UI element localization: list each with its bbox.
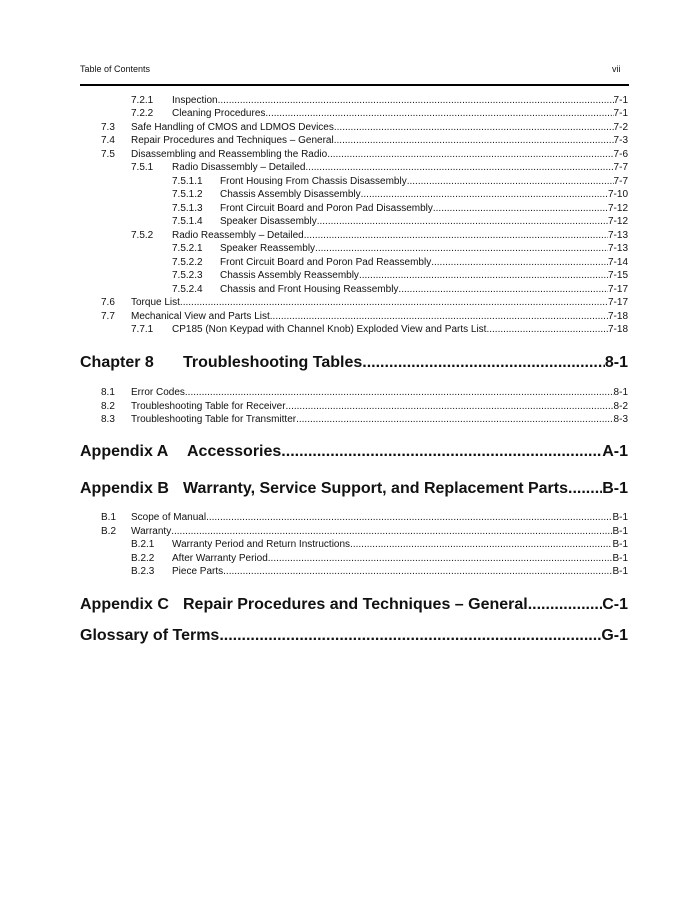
toc-entry-page: 7-17	[607, 284, 628, 295]
toc-entry-title: Chassis Assembly Disassembly	[220, 189, 361, 200]
toc-entry-page: 7-14	[607, 257, 628, 268]
toc-entry-number: 8.3	[101, 414, 115, 425]
toc-appendix-a[interactable]	[80, 441, 628, 463]
toc-entry-page: B-1	[612, 553, 628, 564]
toc-entry-page: B-1	[612, 512, 628, 523]
running-header-title: Table of Contents	[80, 64, 151, 74]
dot-leader	[486, 323, 608, 337]
toc-entry-page: 7-10	[607, 189, 628, 200]
toc-entry-number: 7.5.2.2	[172, 257, 203, 268]
toc-entry-number: B.2.3	[131, 566, 155, 577]
toc-entry-number: 7.5.2.3	[172, 270, 203, 281]
toc-entry-number: B.2	[101, 526, 117, 537]
dot-leader	[568, 478, 602, 500]
appendix-label: Appendix C	[80, 596, 169, 613]
dot-leader	[180, 296, 608, 310]
glossary-page: G-1	[601, 627, 628, 644]
dot-leader	[362, 352, 605, 374]
toc-entry-number: 7.5.1	[131, 162, 154, 173]
appendix-title: Accessories	[187, 443, 282, 460]
dot-leader	[223, 565, 612, 579]
toc-entry-page: 7-13	[607, 243, 628, 254]
toc-entry-number: B.2.1	[131, 539, 155, 550]
toc-entry-page: 8-3	[613, 414, 628, 425]
dot-leader	[268, 552, 613, 566]
toc-entry-title: Speaker Disassembly	[220, 216, 317, 227]
dot-leader	[296, 413, 613, 427]
dot-leader	[334, 121, 614, 135]
toc-entry-title: Scope of Manual	[131, 512, 207, 523]
glossary-title: Glossary of Terms	[80, 627, 220, 644]
dot-leader	[359, 269, 608, 283]
toc-entry-page: 7-7	[613, 176, 628, 187]
toc-entry-title: Front Circuit Board and Poron Pad Disassembly	[220, 203, 433, 214]
toc-entry-number: 7.2.2	[131, 108, 154, 119]
toc-entry-number: 7.5.1.4	[172, 216, 203, 227]
appendix-page: A-1	[602, 443, 628, 460]
dot-leader	[315, 242, 608, 256]
toc-glossary[interactable]	[80, 625, 628, 647]
appendix-title: Repair Procedures and Techniques – General	[183, 596, 528, 613]
toc-entry-title: Radio Reassembly – Detailed	[172, 230, 304, 241]
toc-entry-title: Troubleshooting Table for Transmitter	[131, 414, 297, 425]
toc-entry-title: Radio Disassembly – Detailed	[172, 162, 306, 173]
dot-leader	[407, 175, 614, 189]
dot-leader	[317, 215, 608, 229]
page-number: vii	[612, 64, 621, 74]
dot-leader	[171, 525, 612, 539]
toc-entry-page: 7-7	[613, 162, 628, 173]
toc-entry-number: 7.6	[101, 297, 115, 308]
toc-entry-page: 7-13	[607, 230, 628, 241]
dot-leader	[398, 283, 608, 297]
toc-entry-title: Piece Parts	[172, 566, 224, 577]
dot-leader	[219, 625, 601, 647]
dot-leader	[431, 256, 608, 270]
toc-entry-title: Warranty Period and Return Instructions	[172, 539, 351, 550]
toc-entry-page: 7-1	[613, 95, 628, 106]
toc-entry-page: 7-17	[607, 297, 628, 308]
toc-entry-number: 7.5	[101, 149, 115, 160]
toc-entry-number: B.2.2	[131, 553, 155, 564]
toc-entry-title: Front Circuit Board and Poron Pad Reassembly	[220, 257, 432, 268]
toc-entry-number: 7.5.1.3	[172, 203, 203, 214]
toc-entry-title: Speaker Reassembly	[220, 243, 316, 254]
toc-entry-page: 7-2	[613, 122, 628, 133]
dot-leader	[206, 511, 612, 525]
dot-leader	[265, 107, 613, 121]
toc-entry-title: Inspection	[172, 95, 218, 106]
toc-entry-title: Error Codes	[131, 387, 185, 398]
toc-entry-number: 7.2.1	[131, 95, 154, 106]
toc-entry-number: 7.5.1.2	[172, 189, 203, 200]
toc-appendix-c[interactable]	[80, 594, 628, 616]
toc-entry-title: Cleaning Procedures	[172, 108, 266, 119]
toc-entry-number: 8.2	[101, 401, 115, 412]
toc-entry-number: 7.5.2	[131, 230, 154, 241]
toc-entry-number: 7.5.2.4	[172, 284, 203, 295]
toc-entry-page: 7-15	[607, 270, 628, 281]
dot-leader	[281, 441, 602, 463]
toc-entry-page: B-1	[612, 526, 628, 537]
dot-leader	[361, 188, 608, 202]
toc-entry-title: Mechanical View and Parts List	[131, 311, 270, 322]
chapter-title: Troubleshooting Tables	[183, 354, 363, 371]
appendix-label: Appendix B	[80, 480, 169, 497]
toc-entry-number: 7.5.2.1	[172, 243, 203, 254]
toc-entry-page: 7-6	[613, 149, 628, 160]
dot-leader	[334, 134, 614, 148]
chapter-label: Chapter 8	[80, 354, 154, 371]
toc-entry-title: Chassis and Front Housing Reassembly	[220, 284, 399, 295]
dot-leader	[286, 400, 614, 414]
toc-entry-title: After Warranty Period	[172, 553, 268, 564]
toc-entry-title: Warranty	[131, 526, 172, 537]
toc-entry-page: 8-2	[613, 401, 628, 412]
dot-leader	[304, 229, 608, 243]
appendix-page: B-1	[602, 480, 628, 497]
appendix-page: C-1	[602, 596, 628, 613]
toc-entry-page: B-1	[612, 539, 628, 550]
dot-leader	[327, 148, 613, 162]
toc-entry-number: 7.7	[101, 311, 115, 322]
toc-entry-title: CP185 (Non Keypad with Channel Knob) Exploded View and Parts List	[172, 324, 487, 335]
toc-entry-page: 8-1	[613, 387, 628, 398]
toc-entry-title: Chassis Assembly Reassembly	[220, 270, 359, 281]
appendix-title: Warranty, Service Support, and Replacement Parts	[183, 480, 569, 497]
toc-entry-number: 7.4	[101, 135, 115, 146]
toc-entry-number: 7.3	[101, 122, 115, 133]
toc-entry-title: Front Housing From Chassis Disassembly	[220, 176, 407, 187]
toc-entry-number: B.1	[101, 512, 117, 523]
toc-entry-page: 7-18	[607, 324, 628, 335]
toc-entry-number: 7.5.1.1	[172, 176, 203, 187]
toc-entry-page: 7-3	[613, 135, 628, 146]
toc-entry-number: 8.1	[101, 387, 115, 398]
toc-entry-page: 7-12	[607, 203, 628, 214]
toc-chapter-8[interactable]	[80, 352, 628, 374]
toc-entry-page: B-1	[612, 566, 628, 577]
header-divider	[80, 84, 629, 86]
toc-entry-title: Disassembling and Reassembling the Radio	[131, 149, 328, 160]
toc-entry-page: 7-12	[607, 216, 628, 227]
toc-entry-title: Safe Handling of CMOS and LDMOS Devices	[131, 122, 334, 133]
dot-leader	[528, 594, 603, 616]
toc-appendix-b[interactable]	[80, 478, 628, 500]
chapter-page: 8-1	[604, 354, 628, 371]
toc-entry-page: 7-18	[607, 311, 628, 322]
toc-entry-number: 7.7.1	[131, 324, 154, 335]
dot-leader	[350, 538, 612, 552]
toc-entry-title: Repair Procedures and Techniques – General	[131, 135, 334, 146]
toc-entry-page: 7-1	[613, 108, 628, 119]
dot-leader	[433, 202, 608, 216]
dot-leader	[185, 386, 614, 400]
toc-entry-title: Torque List	[131, 297, 180, 308]
appendix-label: Appendix A	[80, 443, 169, 460]
dot-leader	[270, 310, 608, 324]
dot-leader	[305, 161, 613, 175]
dot-leader	[218, 94, 614, 108]
toc-entry-title: Troubleshooting Table for Receiver	[131, 401, 286, 412]
